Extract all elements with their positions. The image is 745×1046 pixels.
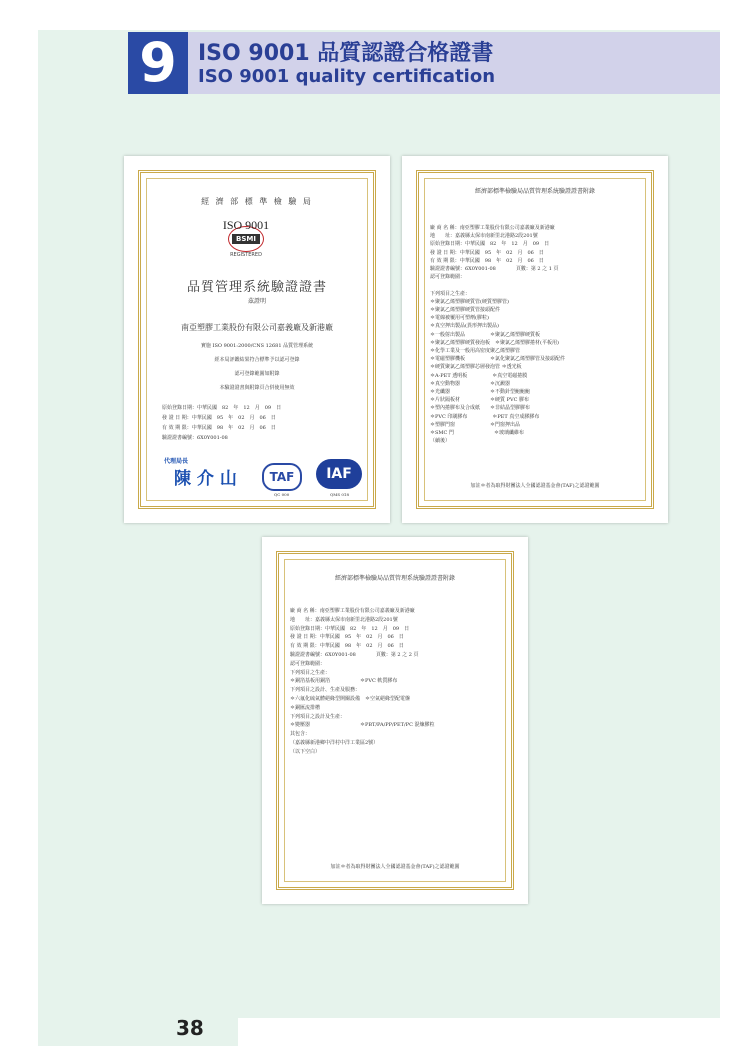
annex-row: ＊真空動物器 ＊沉澱器 bbox=[430, 380, 511, 387]
annex-row: ＊一般射出製品 ＊聚氯乙烯塑膠硬質板 bbox=[430, 331, 541, 338]
cert-line-1: 實施 ISO 9001:2000/CNS 12681 品質管理系統 bbox=[200, 343, 314, 349]
page-number: 38 bbox=[176, 1016, 204, 1040]
annex-row: （續後） bbox=[430, 438, 451, 445]
cert-line-2: 經本局評鑑結果符合標準予以認可登錄 bbox=[214, 357, 300, 363]
certificate-main bbox=[124, 156, 390, 523]
annex-row: 下列項目之設計及生產： bbox=[290, 713, 346, 720]
annex-row: 廠 商 名 稱：南亞塑膠工業股份有限公司嘉義廠及新港廠 bbox=[290, 608, 415, 614]
annex-row: ＊變壓器 ＊PBT/PA/PP/PET/PC 混煉膠粒 bbox=[290, 722, 435, 729]
logo-iso-text: ISO 9001 bbox=[222, 218, 270, 232]
annex-row: （以下空白） bbox=[290, 748, 321, 755]
cert-line-3: 認可登錄範圍如附錄 bbox=[234, 371, 280, 377]
annex-row: ＊片狀隔板材 ＊硬質 PVC 膠布 bbox=[430, 397, 529, 404]
annex-row: ＊銅匯流排槽 bbox=[290, 704, 321, 711]
iso-bsmi-logo bbox=[216, 214, 276, 266]
taf-badge: TAF bbox=[262, 463, 302, 491]
annex-title: 經濟部標準檢驗局品質管理系統驗證證書附錄 bbox=[474, 188, 595, 195]
annex-row: ＊六氟化硫氣體絕緣型開關設備 ＊空氣絕緣型配電盤 bbox=[290, 696, 411, 702]
annex-row: 有 效 期 限：中華民國 98 年 02 月 06 日 bbox=[290, 643, 404, 650]
annex-row: 下列項目之設計、生產及服務： bbox=[290, 687, 361, 694]
annex-row: 原始登錄日期：中華民國 82 年 12 月 09 日 bbox=[430, 241, 550, 248]
cert-date-row: 發 證 日 期：中華民國 95 年 02 月 06 日 bbox=[162, 415, 276, 421]
annex-row: 有 效 期 限：中華民國 98 年 02 月 06 日 bbox=[430, 257, 544, 264]
annex-row: （嘉義縣新港鄉中洋村中洋工業區2號） bbox=[290, 740, 379, 746]
annex-footer: 加註＊者為取得財團法人全國認證基金會(TAF)之認證範圍 bbox=[330, 864, 460, 870]
qms-label: QMS 018 bbox=[330, 492, 350, 497]
annex-row: ＊銅箔基板用銅箔 ＊PVC 軟質膠布 bbox=[290, 678, 398, 685]
cert-date-row: 有 效 期 限：中華民國 98 年 02 月 06 日 bbox=[162, 425, 276, 431]
cert-title: 品質管理系統驗證證書 bbox=[186, 280, 327, 295]
annex-row: ＊光纖器 ＊不動針型鮑鮑鮑 bbox=[430, 389, 531, 395]
logo-bsmi-text: BSMI bbox=[232, 234, 260, 244]
annex-row: ＊聚氯乙烯塑膠硬質管接頭配件 bbox=[430, 307, 501, 313]
chapter-title-zh: ISO 9001 品質認證合格證書 bbox=[198, 41, 494, 66]
annex-row: ＊聚氯乙烯塑膠硬質管(硬質塑膠管) bbox=[430, 298, 509, 305]
signature-label: 代理局長 bbox=[164, 458, 189, 465]
cert-date-row: 原始登錄日期：中華民國 82 年 12 月 09 日 bbox=[162, 405, 282, 411]
certificate-annex-2 bbox=[262, 537, 528, 904]
qc-label: QC 000 bbox=[274, 492, 290, 497]
annex-row: 發 證 日 期：中華民國 95 年 02 月 06 日 bbox=[290, 634, 404, 641]
annex-row: 廠 商 名 稱：南亞塑膠工業股份有限公司嘉義廠及新港廠 bbox=[430, 225, 555, 231]
annex-row: ＊PVC 印刷膠布 ＊PET 真空成膠膠布 bbox=[430, 413, 540, 420]
annex-row: 地 址：嘉義縣太保市南新里北港路2段201號 bbox=[290, 616, 398, 623]
annex-row: 驗證證書編號：6X0Y001-08 頁數：第 2 之 1 頁 bbox=[430, 266, 559, 272]
annex-row: 下列項目之生產： bbox=[430, 290, 471, 297]
annex-footer: 加註＊者為取得財團法人全國認證基金會(TAF)之認證範圍 bbox=[470, 483, 600, 489]
cert-issuer: 經 濟 部 標 準 檢 驗 局 bbox=[201, 197, 313, 206]
annex-row: ＊SMC 門 ＊玻璃纖維布 bbox=[430, 430, 524, 436]
annex-row: ＊化學工業及一般用高密度聚乙烯塑膠管 bbox=[430, 348, 521, 354]
annex-row: ＊電磁塑膠機板 ＊氯化聚氯乙烯塑膠管及接頭配件 bbox=[430, 356, 566, 363]
annex-row: 原始登錄日期：中華民國 82 年 12 月 09 日 bbox=[290, 625, 410, 632]
signature: 陳 介 山 bbox=[174, 469, 237, 489]
annex-row: 認可登錄範圍： bbox=[290, 660, 326, 667]
certificate-annex-1 bbox=[402, 156, 668, 523]
annex-row: 發 證 日 期：中華民國 95 年 02 月 06 日 bbox=[430, 249, 544, 256]
cert-company: 南亞塑膠工業股份有限公司嘉義廠及新港廠 bbox=[181, 323, 333, 332]
page-bottom-strip bbox=[38, 1010, 238, 1046]
annex-row: ＊硬質聚氯乙烯塑膠芯層發泡管 ＊透光板 bbox=[430, 364, 522, 371]
cert-date-row: 驗證證書編號：6X0Y001-08 bbox=[162, 435, 228, 441]
cert-line-4: 本驗證證書與附錄頁合併使用無效 bbox=[219, 385, 295, 391]
logo-registered-text: REGISTERED bbox=[230, 252, 262, 258]
annex-row: 其包含： bbox=[290, 731, 311, 738]
annex-row: ＊真空押出製品(異形押出製品) bbox=[430, 323, 499, 330]
annex-row: ＊電線被覆用可塑劑(膠粒) bbox=[430, 315, 489, 322]
annex-row: 地 址：嘉義縣太保市南新里北港路2段201號 bbox=[430, 233, 538, 240]
annex-title: 經濟部標準檢驗局品質管理系統驗證證書附錄 bbox=[334, 575, 455, 582]
iaf-badge: IAF bbox=[316, 459, 362, 489]
annex-row: ＊塑膠門窗 ＊門窗押出品 bbox=[430, 421, 521, 428]
annex-row: 認可登錄範圍： bbox=[430, 274, 466, 281]
annex-row: 下列項目之生產： bbox=[290, 669, 331, 676]
annex-row: ＊塑內捲膠布及合成紙 ＊非結晶型膠膠布 bbox=[430, 405, 531, 412]
cert-subtitle: 茲證明 bbox=[247, 298, 266, 305]
annex-row: ＊聚氯乙烯塑膠硬質發泡板 ＊聚氯乙烯塑膠捲材(平板用) bbox=[430, 339, 559, 346]
annex-row: ＊A-PET 透明板 ＊真空電磁捲膜 bbox=[430, 372, 528, 379]
chapter-number: 9 bbox=[128, 32, 188, 94]
chapter-title-en: ISO 9001 quality certification bbox=[198, 66, 496, 87]
annex-row: 驗證證書編號：6X0Y001-08 頁數：第 2 之 2 頁 bbox=[290, 652, 419, 658]
